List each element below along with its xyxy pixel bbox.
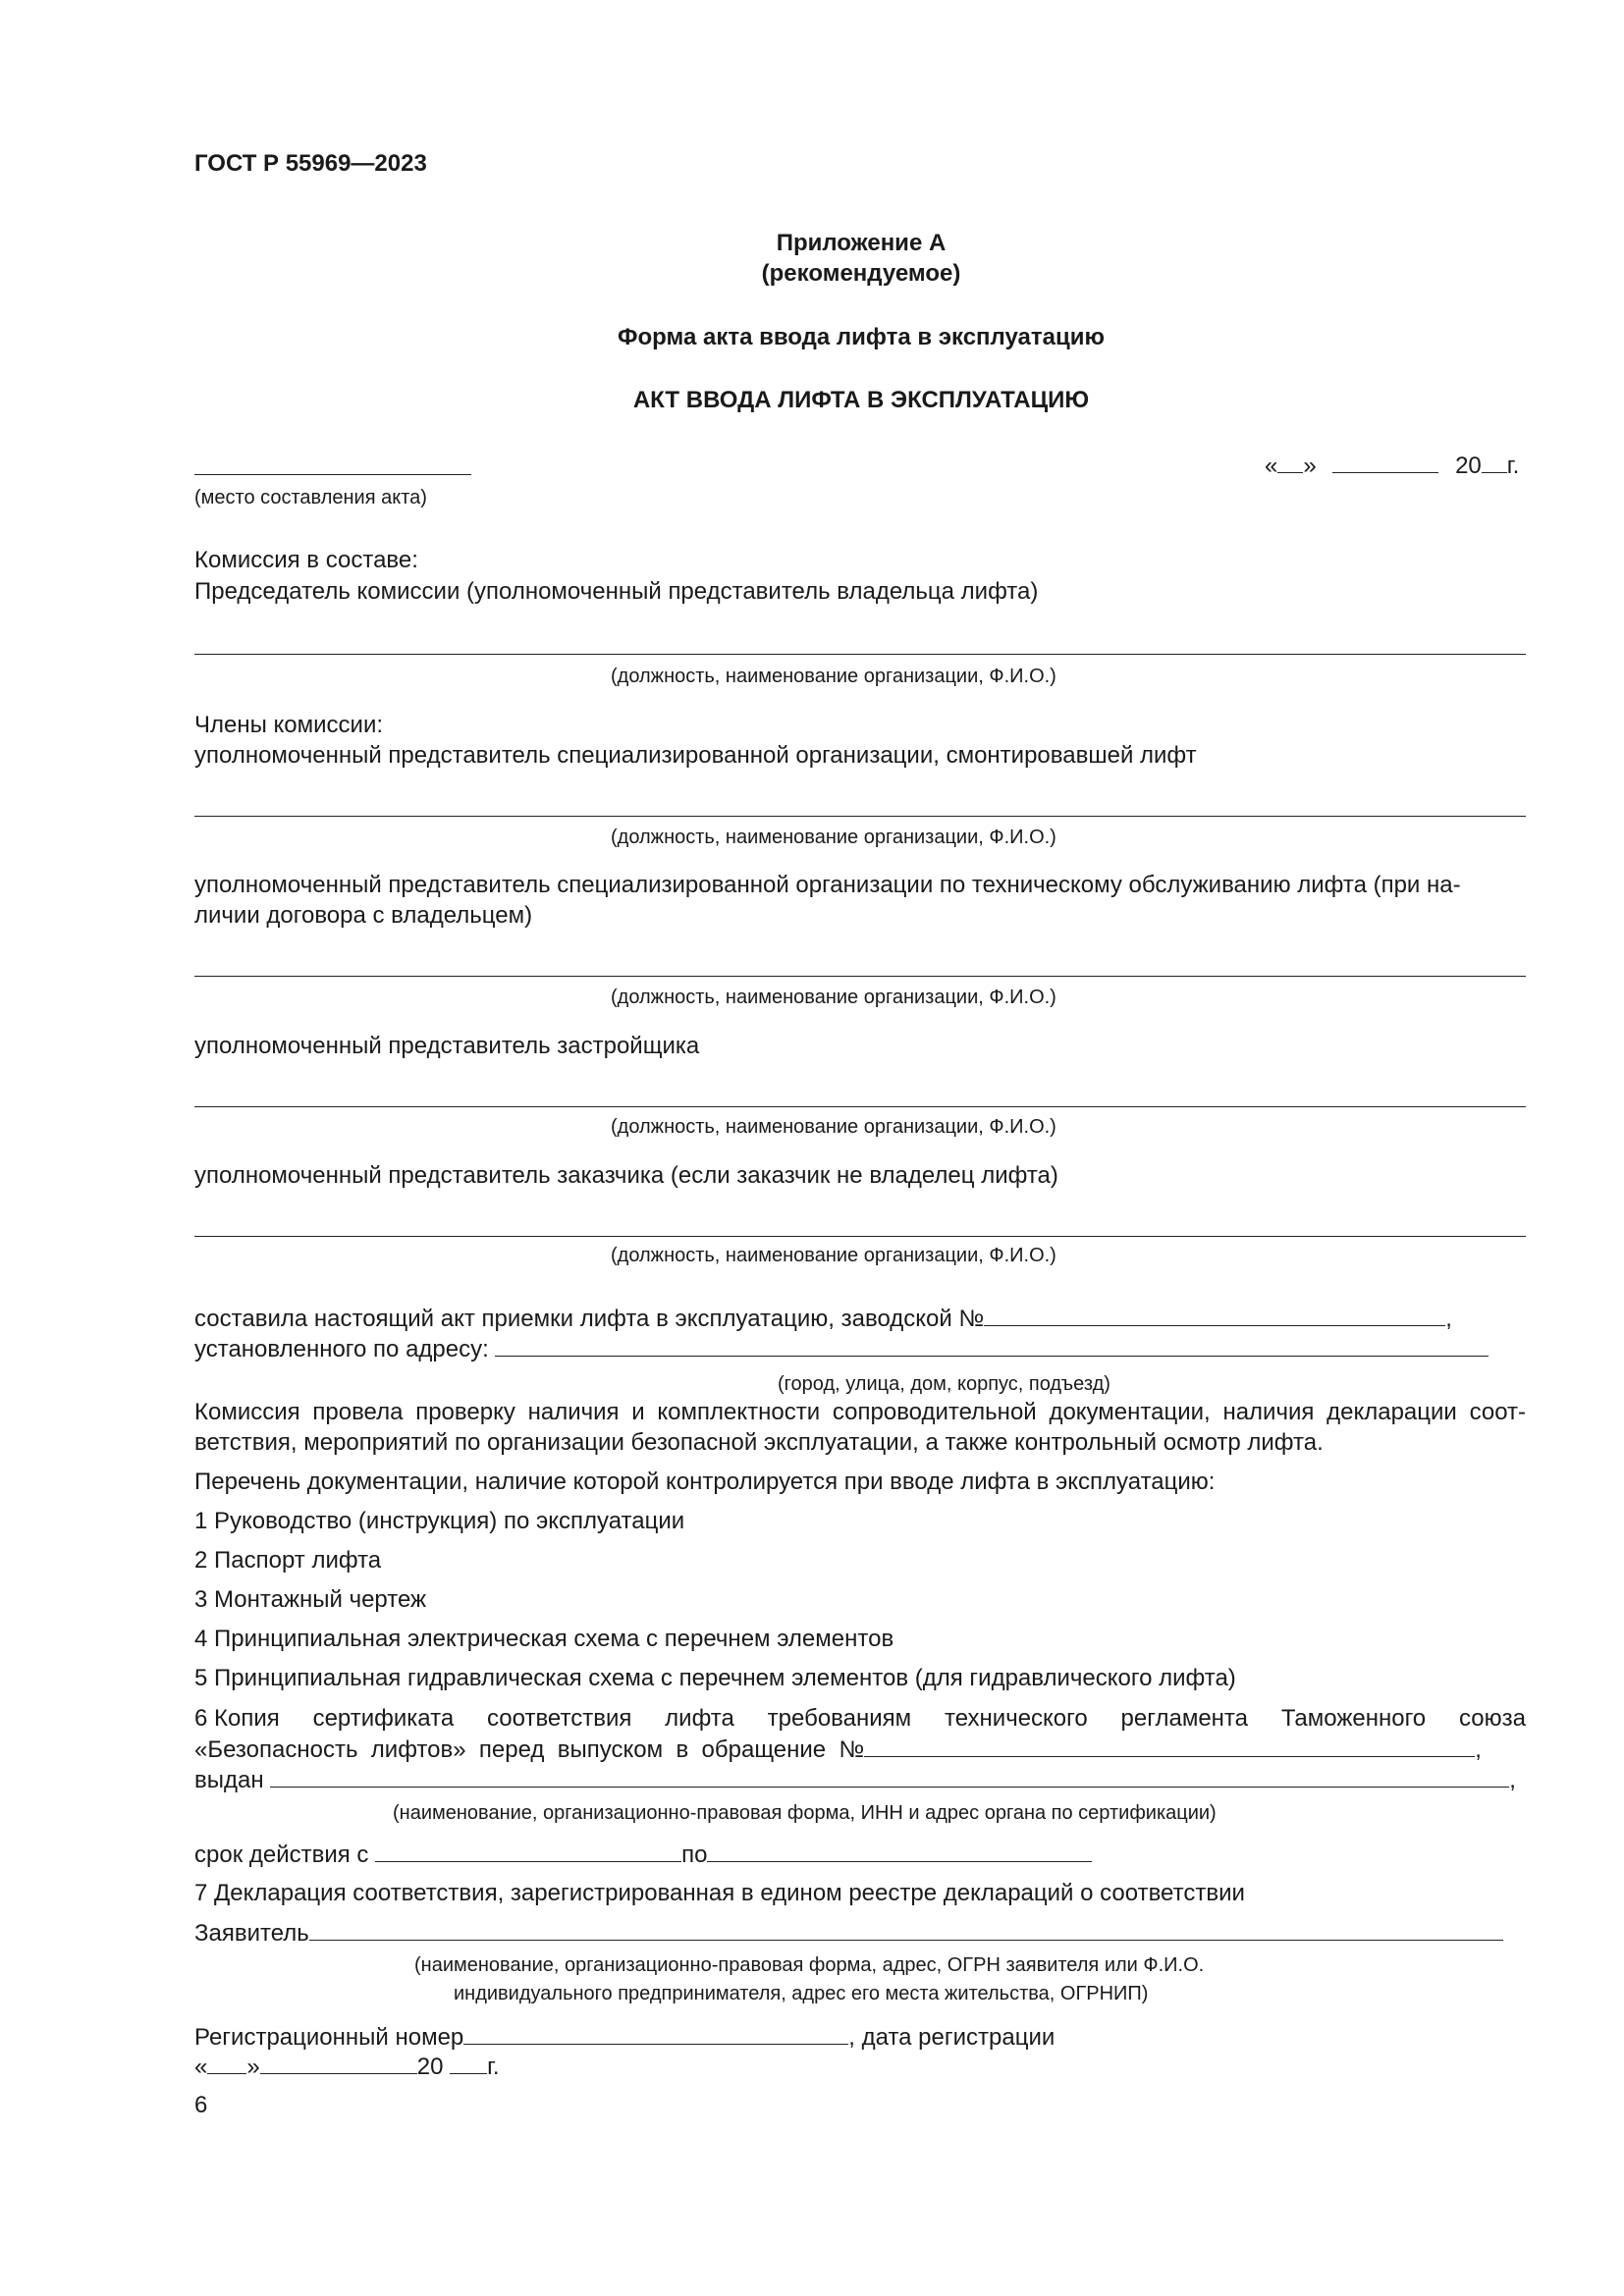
- certificate-issuer-field[interactable]: [270, 1765, 1509, 1788]
- act-title: АКТ ВВОДА ЛИФТА В ЭКСПЛУАТАЦИЮ: [632, 387, 1090, 413]
- doc-item: 5 Принципиальная гидравлическая схема с перечнем элементов (для гидравлического лифта): [194, 1665, 1236, 1691]
- member-customer-label: уполномоченный представитель заказчика (если заказчик не владелец лифта): [194, 1162, 1058, 1189]
- member-customer-field[interactable]: [194, 1236, 1526, 1237]
- member-service-label-1: уполномоченный представитель специализированной организации по техническому обслуживанию лифта (при на-: [194, 872, 1461, 898]
- members-label: Члены комиссии:: [194, 712, 384, 738]
- member-developer-field[interactable]: [194, 1106, 1526, 1107]
- validity-to-field[interactable]: [707, 1840, 1092, 1862]
- member-customer-caption: (должность, наименование организации, Ф.И.О.): [611, 1245, 1056, 1266]
- member-installer-label: уполномоченный представитель специализированной организации, смонтировавшей лифт: [194, 742, 1197, 769]
- validity-from-field[interactable]: [375, 1840, 681, 1862]
- commission-intro: Комиссия в составе:: [194, 547, 418, 573]
- doc-item: 2 Паспорт лифта: [194, 1547, 382, 1574]
- member-service-label-2: личии договора с владельцем): [194, 902, 533, 929]
- applicant-caption-1: (наименование, организационно-правовая форма, адрес, ОГРН заявителя или Ф.И.О.: [414, 1954, 1205, 1976]
- check-line-1: Комиссия провела проверку наличия и комплектности сопроводительной документации, наличия декларации соот-: [194, 1399, 1526, 1425]
- year-blank[interactable]: [1482, 451, 1507, 473]
- page-number: 6: [194, 2092, 208, 2118]
- appendix-status: (рекомендуемое): [761, 260, 961, 287]
- applicant-field[interactable]: [309, 1918, 1503, 1941]
- certificate-issuer-caption: (наименование, организационно-правовая форма, ИНН и адрес органа по сертификации): [393, 1802, 1217, 1824]
- appendix-title: Приложение А: [776, 230, 947, 256]
- reg-day-field[interactable]: [207, 2052, 246, 2074]
- act-line-1: составила настоящий акт приемки лифта в эксплуатацию, заводской № ,: [194, 1306, 1452, 1332]
- applicant-caption-2: индивидуального предпринимателя, адрес его места жительства, ОГРНИП): [454, 1983, 1149, 2004]
- doc-item: 4 Принципиальная электрическая схема с перечнем элементов: [194, 1626, 894, 1652]
- standard-header: ГОСТ Р 55969—2023: [194, 150, 427, 177]
- registration-line: Регистрационный номер , дата регистрации: [194, 2024, 1056, 2051]
- serial-number-field[interactable]: [984, 1304, 1445, 1326]
- certificate-line-1: 6 Копия сертификата соответствия лифта требованиям технического регламента Таможенного союза: [194, 1705, 1526, 1732]
- doc-item: 3 Монтажный чертеж: [194, 1586, 427, 1613]
- member-installer-field[interactable]: [194, 816, 1526, 817]
- address-field[interactable]: [495, 1334, 1489, 1357]
- registration-number-field[interactable]: [463, 2022, 848, 2045]
- chairman-field[interactable]: [194, 654, 1526, 655]
- chairman-caption: (должность, наименование организации, Ф.И.О.): [611, 666, 1056, 687]
- place-caption: (место составления акта): [194, 487, 427, 508]
- certificate-issued-line: выдан ,: [194, 1767, 1516, 1793]
- chairman-label: Председатель комиссии (уполномоченный представитель владельца лифта): [194, 578, 1039, 605]
- docs-intro: Перечень документации, наличие которой контролируется при вводе лифта в эксплуатацию:: [194, 1468, 1216, 1495]
- check-line-2: ветствия, мероприятий по организации безопасной эксплуатации, а также контрольный осмотр лифта.: [194, 1429, 1324, 1456]
- member-service-caption: (должность, наименование организации, Ф.И.О.): [611, 987, 1056, 1008]
- member-service-field[interactable]: [194, 976, 1526, 977]
- member-installer-caption: (должность, наименование организации, Ф.И.О.): [611, 827, 1056, 848]
- day-blank[interactable]: [1277, 451, 1303, 473]
- form-title: Форма акта ввода лифта в эксплуатацию: [618, 324, 1105, 350]
- registration-date-line: « » 20 г.: [194, 2054, 500, 2080]
- place-field[interactable]: [194, 474, 471, 475]
- reg-year-field[interactable]: [450, 2052, 487, 2074]
- date-field[interactable]: « » 20 г.: [1265, 453, 1520, 479]
- act-line-2: установленного по адресу:: [194, 1334, 1489, 1364]
- doc-item: 1 Руководство (инструкция) по эксплуатации: [194, 1508, 685, 1534]
- certificate-validity-line: срок действия с по: [194, 1840, 1092, 1870]
- certificate-line-2: «Безопасность лифтов» перед выпуском в обращение № ,: [194, 1736, 1482, 1763]
- member-developer-label: уполномоченный представитель застройщика: [194, 1033, 700, 1059]
- certificate-number-field[interactable]: [864, 1735, 1475, 1757]
- address-caption: (город, улица, дом, корпус, подъезд): [778, 1373, 1110, 1395]
- declaration-item: 7 Декларация соответствия, зарегистрированная в едином реестре деклараций о соответствии: [194, 1880, 1245, 1906]
- applicant-line: Заявитель: [194, 1918, 1503, 1949]
- month-blank[interactable]: [1332, 451, 1438, 473]
- member-developer-caption: (должность, наименование организации, Ф.И.О.): [611, 1116, 1056, 1138]
- reg-month-field[interactable]: [260, 2052, 417, 2074]
